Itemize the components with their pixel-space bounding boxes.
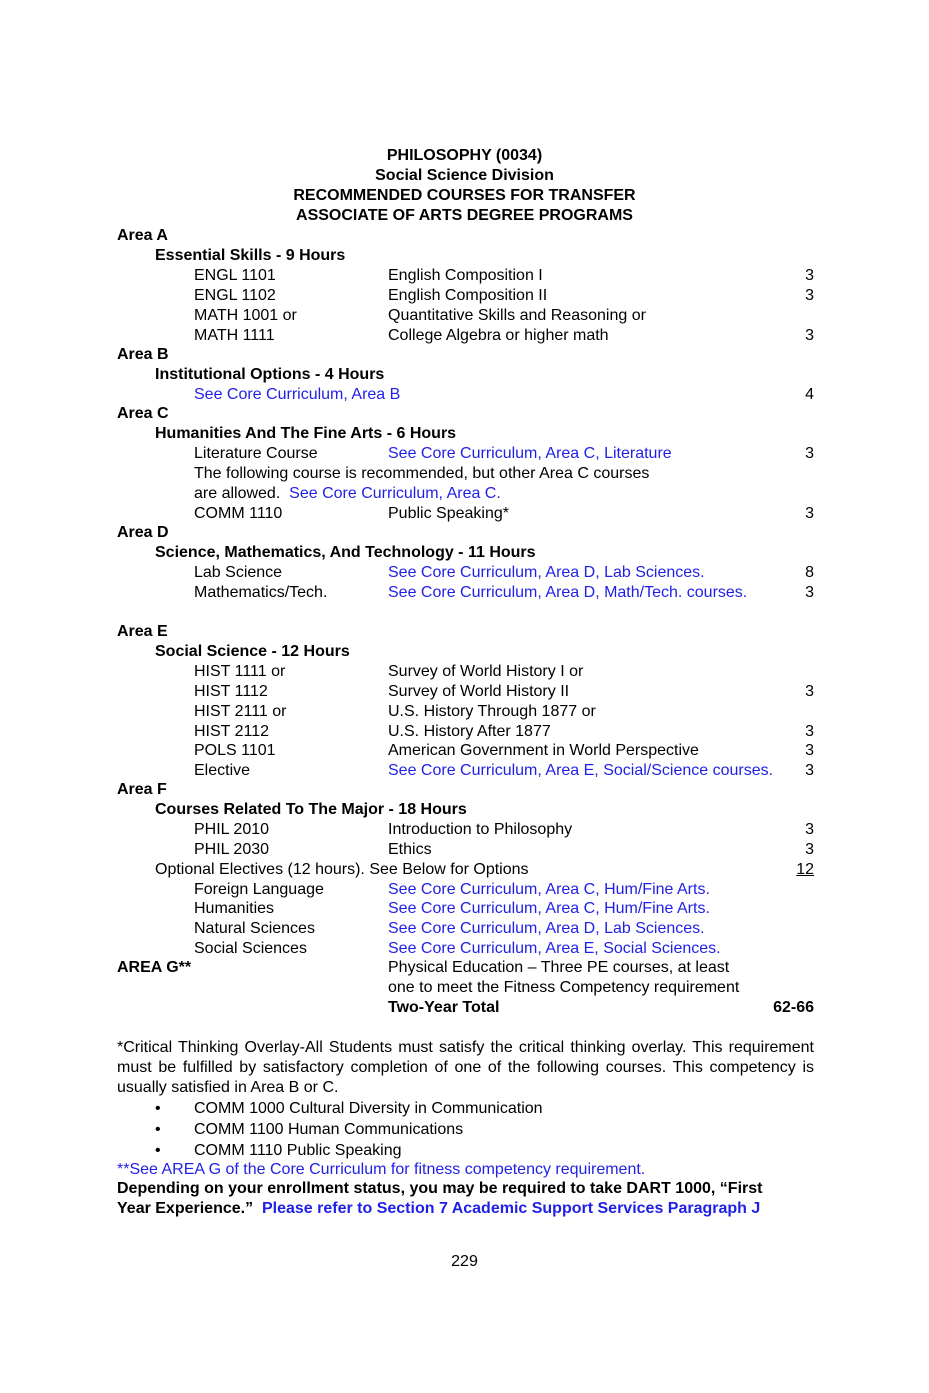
literature-link[interactable]: See Core Curriculum, Area C, Literature <box>388 445 672 462</box>
course-hours: 3 <box>805 584 814 601</box>
area-g-note-link[interactable]: **See AREA G of the Core Curriculum for fitness competency requirement. <box>117 1161 646 1178</box>
course-hours: 3 <box>805 683 814 700</box>
area-a-heading: Essential Skills - 9 Hours <box>155 247 346 264</box>
course-title: Public Speaking* <box>388 505 509 522</box>
course-title: Quantitative Skills and Reasoning or <box>388 307 646 324</box>
area-c-link[interactable]: See Core Curriculum, Area C. <box>289 485 501 502</box>
area-g-text: Physical Education – Three PE courses, at least <box>388 959 730 976</box>
course-code: ENGL 1102 <box>194 287 276 304</box>
course-title: U.S. History After 1877 <box>388 723 551 740</box>
course-code: MATH 1111 <box>194 327 275 344</box>
course-hours: 3 <box>805 762 814 779</box>
section-7-link[interactable]: Please refer to Section 7 Academic Support Services Paragraph J <box>261 1200 761 1217</box>
math-tech-link[interactable]: See Core Curriculum, Area D, Math/Tech. courses. <box>388 584 748 601</box>
course-title: College Algebra or higher math <box>388 327 609 344</box>
course-code: Literature Course <box>194 445 318 462</box>
area-c-heading: Humanities And The Fine Arts - 6 Hours <box>155 425 457 442</box>
dart-note-line2 <box>117 1199 760 1219</box>
area-c-note-line2 <box>194 484 501 504</box>
course-title: English Composition II <box>388 287 548 304</box>
lab-sciences-link[interactable]: See Core Curriculum, Area D, Lab Sciences. <box>388 564 705 581</box>
bullet-marker: • <box>155 1142 161 1159</box>
social-science-link[interactable]: See Core Curriculum, Area E, Social/Science courses. <box>388 762 774 779</box>
area-f-heading: Courses Related To The Major - 18 Hours <box>155 801 467 818</box>
area-c-note-text: are allowed. <box>194 485 281 502</box>
course-hours: 3 <box>805 723 814 740</box>
area-b-label: Area B <box>117 346 169 363</box>
option-link[interactable]: See Core Curriculum, Area D, Lab Sciences. <box>388 920 705 937</box>
course-hours: 3 <box>805 327 814 344</box>
course-title: Ethics <box>388 841 432 858</box>
area-e-label: Area E <box>117 623 168 640</box>
bullet-item: COMM 1000 Cultural Diversity in Communication <box>194 1100 543 1117</box>
option-link[interactable]: See Core Curriculum, Area C, Hum/Fine Arts. <box>388 881 710 898</box>
course-code: Lab Science <box>194 564 283 581</box>
course-title: Survey of World History I or <box>388 663 584 680</box>
course-code: HIST 1111 or <box>194 663 286 680</box>
dart-note: Depending on your enrollment status, you may be required to take DART 1000, “First <box>117 1180 763 1197</box>
option-link[interactable]: See Core Curriculum, Area E, Social Sciences. <box>388 940 721 957</box>
area-c-label: Area C <box>117 405 169 422</box>
page-number: 229 <box>451 1253 478 1270</box>
course-hours: 12 <box>796 861 814 878</box>
course-code: PHIL 2010 <box>194 821 270 838</box>
course-title: Survey of World History II <box>388 683 570 700</box>
course-hours: 3 <box>805 267 814 284</box>
program-name: ASSOCIATE OF ARTS DEGREE PROGRAMS <box>296 207 633 224</box>
option-name: Humanities <box>194 900 275 917</box>
division-name: Social Science Division <box>375 167 554 184</box>
optional-electives: Optional Electives (12 hours). See Below for Options <box>155 861 529 878</box>
course-hours: 3 <box>805 841 814 858</box>
option-name: Foreign Language <box>194 881 324 898</box>
bullet-marker: • <box>155 1100 161 1117</box>
course-code: MATH 1001 or <box>194 307 297 324</box>
total-hours: 62-66 <box>773 999 814 1016</box>
dart-note-text: Year Experience.” <box>117 1200 254 1217</box>
area-e-heading: Social Science - 12 Hours <box>155 643 350 660</box>
course-hours: 4 <box>805 386 814 403</box>
area-b-heading: Institutional Options - 4 Hours <box>155 366 385 383</box>
option-link[interactable]: See Core Curriculum, Area C, Hum/Fine Arts. <box>388 900 710 917</box>
course-title: U.S. History Through 1877 or <box>388 703 596 720</box>
option-name: Natural Sciences <box>194 920 315 937</box>
course-title: Introduction to Philosophy <box>388 821 573 838</box>
course-code: HIST 2112 <box>194 723 270 740</box>
area-d-heading: Science, Mathematics, And Technology - 11 Hours <box>155 544 536 561</box>
course-code: POLS 1101 <box>194 742 276 759</box>
area-f-label: Area F <box>117 781 167 798</box>
course-code: HIST 2111 or <box>194 703 287 720</box>
course-code: Elective <box>194 762 251 779</box>
bullet-item: COMM 1110 Public Speaking <box>194 1142 402 1159</box>
area-b-link[interactable]: See Core Curriculum, Area B <box>194 386 401 403</box>
course-code: COMM 1110 <box>194 505 283 522</box>
course-hours: 3 <box>805 445 814 462</box>
area-d-label: Area D <box>117 524 169 541</box>
area-g-text-line2: one to meet the Fitness Competency requirement <box>388 979 740 996</box>
total-label: Two-Year Total <box>388 999 500 1016</box>
course-title: American Government in World Perspective <box>388 742 699 759</box>
course-hours: 3 <box>805 287 814 304</box>
course-hours: 3 <box>805 505 814 522</box>
course-hours: 8 <box>805 564 814 581</box>
critical-thinking-text: *Critical Thinking Overlay-All Students must satisfy the critical thinking overlay. This requirement must be fulfilled by satisfactory completion of one of the following courses. This competency is usually satisfied in Area B or C. <box>117 1039 814 1096</box>
course-hours: 3 <box>805 742 814 759</box>
course-code: Mathematics/Tech. <box>194 584 328 601</box>
bullet-item: COMM 1100 Human Communications <box>194 1121 464 1138</box>
critical-thinking-note <box>117 1038 814 1098</box>
course-title: English Composition I <box>388 267 543 284</box>
course-code: HIST 1112 <box>194 683 268 700</box>
course-code: PHIL 2030 <box>194 841 270 858</box>
course-code: ENGL 1101 <box>194 267 276 284</box>
bullet-marker: • <box>155 1121 161 1138</box>
course-hours: 3 <box>805 821 814 838</box>
area-c-note: The following course is recommended, but other Area C courses <box>194 465 650 482</box>
document-title: PHILOSOPHY (0034) <box>386 147 543 164</box>
area-g-label: AREA G** <box>117 959 192 976</box>
option-name: Social Sciences <box>194 940 307 957</box>
area-a-label: Area A <box>117 227 168 244</box>
document-subtitle: RECOMMENDED COURSES FOR TRANSFER <box>293 187 636 204</box>
